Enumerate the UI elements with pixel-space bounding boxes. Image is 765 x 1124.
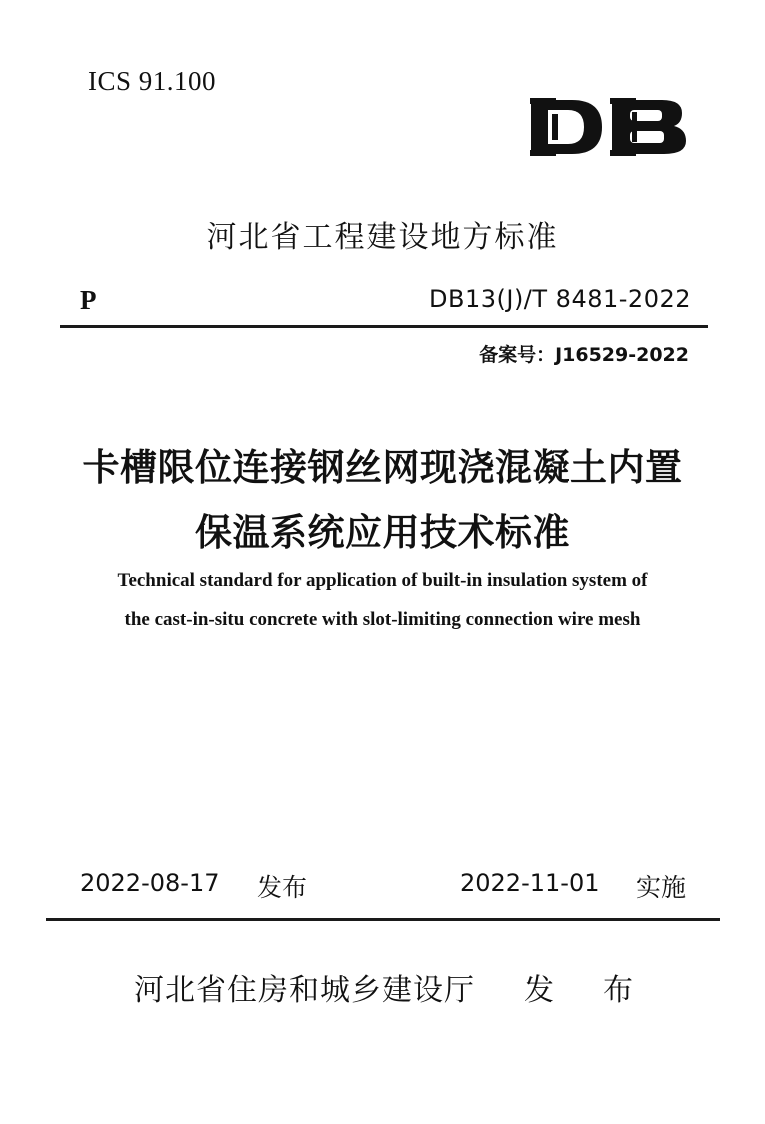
bottom-divider bbox=[46, 918, 720, 921]
chinese-title-line-1: 卡槽限位连接钢丝网现浇混凝土内置 bbox=[82, 448, 683, 489]
standard-category: 河北省工程建设地方标准 bbox=[206, 220, 559, 255]
implementation-label: 实施 bbox=[636, 873, 687, 902]
english-title-line-2: the cast-in-situ concrete with slot-limiting connection wire mesh bbox=[124, 609, 641, 630]
top-divider bbox=[60, 325, 708, 328]
issuer-action-char-1: 发 bbox=[524, 973, 554, 1008]
english-title-line-1: Technical standard for application of built-in insulation system of bbox=[117, 570, 648, 591]
issue-date: 2022-08-17 bbox=[80, 869, 220, 897]
classification-letter: P bbox=[80, 285, 97, 315]
standard-number: DB13(J)/T 8481-2022 bbox=[429, 285, 691, 313]
issue-label: 发布 bbox=[257, 873, 308, 902]
record-number: 备案号：J16529-2022 bbox=[479, 344, 689, 366]
implementation-date: 2022-11-01 bbox=[460, 869, 600, 897]
db-logo-mark bbox=[528, 96, 688, 158]
chinese-title-line-2: 保温系统应用技术标准 bbox=[195, 513, 570, 554]
issuer-action-char-2: 布 bbox=[603, 973, 633, 1008]
issuer-name: 河北省住房和城乡建设厅 bbox=[134, 973, 475, 1008]
db-logo bbox=[528, 96, 688, 163]
ics-code: ICS 91.100 bbox=[88, 66, 217, 96]
